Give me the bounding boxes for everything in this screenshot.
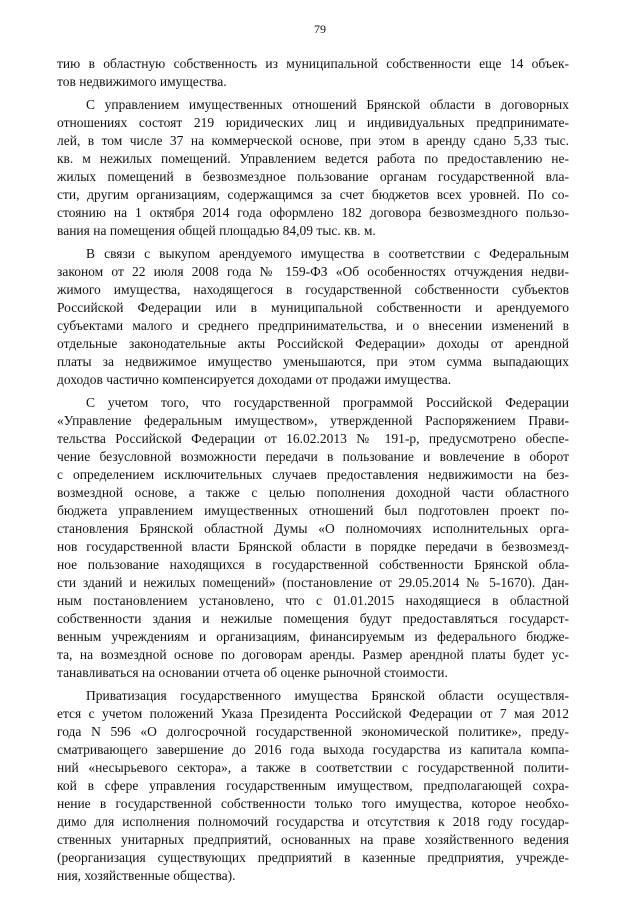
text-line: сматривающего завершение до 2016 года выхода государства из капитала компа- [57, 742, 569, 757]
text-line: ным постановлением установлено, что с 01.01.2015 находящиеся в областной [57, 593, 569, 608]
text-line: сти, другим организациям, содержащимся за счет бюджетов всех уровней. По со- [57, 187, 569, 202]
text-line: С управлением имущественных отношений Брянской области в договорных [86, 97, 569, 112]
text-line: бюджета управлением имущественных отношений был подготовлен проект по- [57, 503, 569, 518]
text-line: ния, хозяйственные общества). [57, 868, 236, 883]
text-line: чение безусловной возможности передачи в пользование и вовлечение в оборот [57, 449, 569, 464]
text-line: отношениях состоят 219 юридических лиц и индивидуальных предпринимате- [57, 115, 569, 130]
text-line: тельства Российской Федерации от 16.02.2013 № 191-р, предусмотрено обеспе- [57, 431, 569, 446]
text-line: нение в государственной собственности только того имущества, которое необхо- [57, 796, 569, 811]
text-line: ется с учетом положений Указа Президента Российской Федерации от 7 мая 2012 [57, 706, 569, 721]
text-line: отдельные законодательные акты Российской Федерации» доходы от арендной [57, 336, 569, 351]
text-line: тию в областную собственность из муниципальной собственности еще 14 объек- [57, 56, 569, 71]
text-line: та, на возмездной основе по договорам аренды. Размер арендной платы будет ус- [57, 647, 569, 662]
text-line: ний «несырьевого сектора», а также в соответствии с государственной полити- [57, 760, 569, 775]
text-line: ное пользование находящихся в государственной собственности Брянской обла- [57, 557, 569, 572]
text-line: кой в сфере управления государственным имуществом, предполагающей сохра- [57, 778, 569, 793]
text-line: (реорганизация существующих предприятий в казенные предприятия, учрежде- [57, 850, 569, 865]
text-line: стоянию на 1 октября 2014 года оформлено 182 договора безвозмездного пользо- [57, 205, 569, 220]
text-line: нов государственной власти Брянской области в порядке передачи в безвозмезд- [57, 539, 569, 554]
text-line: «Управление федеральным имуществом», утвержденной Распоряжением Прави- [57, 413, 569, 428]
text-line: платы за недвижимое имущество уменьшаются, при этом сумма выпадающих [57, 354, 569, 369]
text-line: танавливаться на основании отчета об оценке рыночной стоимости. [57, 665, 448, 680]
text-line: жилых помещений в безвозмездное пользование органам государственной вла- [57, 169, 569, 184]
text-line: Приватизация государственного имущества Брянской области осуществля- [86, 688, 569, 703]
text-line: вания на помещения общей площадью 84,09 тыс. кв. м. [57, 223, 376, 238]
text-line: сти зданий и нежилых помещений» (постановление от 29.05.2014 № 5-1670). Дан- [57, 575, 569, 590]
text-line: года N 596 «О долгосрочной государственной экономической политике», преду- [57, 724, 569, 739]
text-line: В связи с выкупом арендуемого имущества в соответствии с Федеральным [86, 246, 569, 261]
text-line: кв. м нежилых помещений. Управлением ведется работа по предоставлению не- [57, 151, 569, 166]
text-line: доходов частично компенсируется доходами от продажи имущества. [57, 372, 452, 387]
text-line: становления Брянской областной Думы «О полномочиях исполнительных орга- [57, 521, 569, 536]
page-number: 79 [314, 22, 326, 36]
text-line: собственности здания и нежилые помещения будут предоставляться государст- [57, 611, 569, 626]
text-line: возмездной основе, а также с целью пополнения доходной части областного [57, 485, 569, 500]
text-line: С учетом того, что государственной программой Российской Федерации [86, 395, 569, 410]
text-line: с определением исключительных случаев предоставления недвижимости на без- [57, 467, 569, 482]
text-line: ственных унитарных предприятий, основанных на праве хозяйственного ведения [57, 832, 569, 847]
text-line: жимого имущества, находящегося в государственной собственности субъектов [57, 282, 569, 297]
text-line: Российской Федерации или в муниципальной собственности и арендуемого [57, 300, 569, 315]
text-line: лей, в том числе 37 на коммерческой основе, при этом в аренду сдано 5,33 тыс. [57, 133, 569, 148]
text-line: венным учреждениям и организациям, финансируемым из федерального бюдже- [57, 629, 569, 644]
text-line: субъектами малого и среднего предпринимательства, и о внесении изменений в [57, 318, 569, 333]
text-line: димо для исполнения полномочий государства и отсутствия к 2018 году государ- [57, 814, 569, 829]
text-line: законом от 22 июля 2008 года № 159-ФЗ «Об особенностях отчуждения недви- [57, 264, 569, 279]
text-line: тов недвижимого имущества. [57, 74, 227, 89]
